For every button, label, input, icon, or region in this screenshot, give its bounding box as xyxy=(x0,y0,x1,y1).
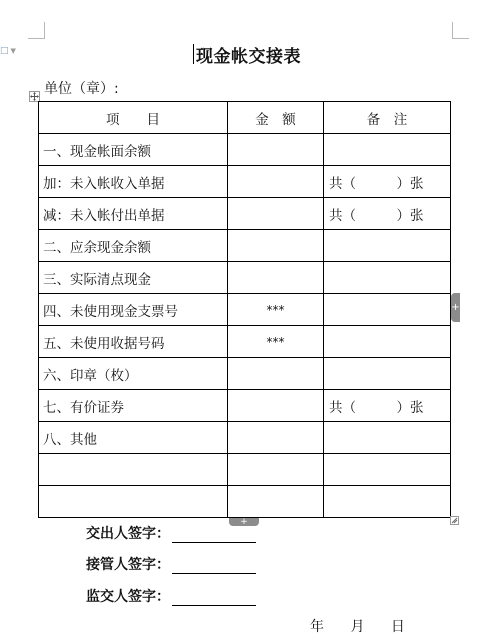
item-cell[interactable]: 加：未入帐收入单据 xyxy=(39,166,228,198)
crop-mark-top-left xyxy=(28,22,45,39)
item-cell[interactable]: 八、其他 xyxy=(39,422,228,454)
table-row xyxy=(39,486,451,518)
table-row xyxy=(39,358,451,390)
note-cell[interactable] xyxy=(324,294,451,326)
handover-signature xyxy=(86,523,256,543)
text-cursor xyxy=(193,44,194,64)
table-row xyxy=(39,422,451,454)
unit-label: 单位（章）: xyxy=(44,81,119,97)
note-cell[interactable]: 共（ ）张 xyxy=(324,166,451,198)
item-cell[interactable]: 三、实际清点现金 xyxy=(39,262,228,294)
table-row xyxy=(39,454,451,486)
plus-icon: + xyxy=(240,517,248,527)
amount-cell[interactable] xyxy=(228,358,324,390)
item-cell[interactable]: 减：未入帐付出单据 xyxy=(39,198,228,230)
date-year: 年 xyxy=(310,619,324,635)
handover-table xyxy=(38,101,451,518)
item-cell[interactable] xyxy=(39,486,228,518)
note-cell[interactable]: 共（ ）张 xyxy=(324,198,451,230)
supervisor-signature xyxy=(86,586,256,606)
amount-cell[interactable]: *** xyxy=(228,326,324,358)
table-row xyxy=(39,230,451,262)
amount-cell[interactable] xyxy=(228,454,324,486)
plus-icon: + xyxy=(451,302,460,313)
table-row xyxy=(39,134,451,166)
note-cell[interactable] xyxy=(324,454,451,486)
amount-cell[interactable] xyxy=(228,134,324,166)
note-cell[interactable] xyxy=(324,230,451,262)
item-cell[interactable]: 四、未使用现金支票号 xyxy=(39,294,228,326)
receiver-signature-label: 接管人签字： xyxy=(86,557,170,573)
table-row xyxy=(39,262,451,294)
supervisor-signature-label: 监交人签字： xyxy=(86,589,170,605)
note-cell[interactable] xyxy=(324,134,451,166)
item-cell[interactable]: 一、现金帐面余额 xyxy=(39,134,228,166)
handover-signature-field[interactable] xyxy=(172,528,256,543)
document-icon: □ xyxy=(0,46,9,56)
table-row xyxy=(39,326,451,358)
item-cell[interactable]: 二、应余现金余额 xyxy=(39,230,228,262)
add-column-button[interactable] xyxy=(451,293,460,322)
table-row xyxy=(39,198,451,230)
note-cell[interactable] xyxy=(324,486,451,518)
amount-cell[interactable] xyxy=(228,422,324,454)
note-cell[interactable]: 共（ ）张 xyxy=(324,390,451,422)
item-cell[interactable] xyxy=(39,454,228,486)
date-month: 月 xyxy=(350,619,365,635)
receiver-signature xyxy=(86,554,256,574)
amount-cell[interactable] xyxy=(228,198,324,230)
amount-cell[interactable] xyxy=(228,230,324,262)
item-cell[interactable]: 六、印章（枚） xyxy=(39,358,228,390)
note-cell[interactable] xyxy=(324,326,451,358)
table-row xyxy=(39,166,451,198)
note-cell[interactable] xyxy=(324,262,451,294)
item-cell[interactable]: 五、未使用收据号码 xyxy=(39,326,228,358)
page-title: 现金帐交接表 xyxy=(196,47,301,67)
table-row xyxy=(39,294,451,326)
resize-icon[interactable] xyxy=(450,516,459,525)
amount-cell[interactable]: *** xyxy=(228,294,324,326)
amount-cell[interactable] xyxy=(228,166,324,198)
header-amount: 金 额 xyxy=(228,102,324,134)
table-row xyxy=(39,390,451,422)
date-day: 日 xyxy=(390,619,405,635)
date-line xyxy=(310,616,427,636)
supervisor-signature-field[interactable] xyxy=(172,591,256,606)
chevron-down-icon: ▼ xyxy=(10,47,16,55)
header-item: 项 目 xyxy=(39,102,228,134)
note-cell[interactable] xyxy=(324,358,451,390)
note-cell[interactable] xyxy=(324,422,451,454)
table-header-row xyxy=(39,102,451,134)
amount-cell[interactable] xyxy=(228,486,324,518)
item-cell[interactable]: 七、有价证券 xyxy=(39,390,228,422)
receiver-signature-field[interactable] xyxy=(172,559,256,574)
amount-cell[interactable] xyxy=(228,390,324,422)
header-note: 备 注 xyxy=(324,102,451,134)
handover-signature-label: 交出人签字： xyxy=(86,526,170,542)
crop-mark-top-right xyxy=(452,22,469,39)
margin-marker-icon[interactable] xyxy=(0,46,16,56)
amount-cell[interactable] xyxy=(228,262,324,294)
